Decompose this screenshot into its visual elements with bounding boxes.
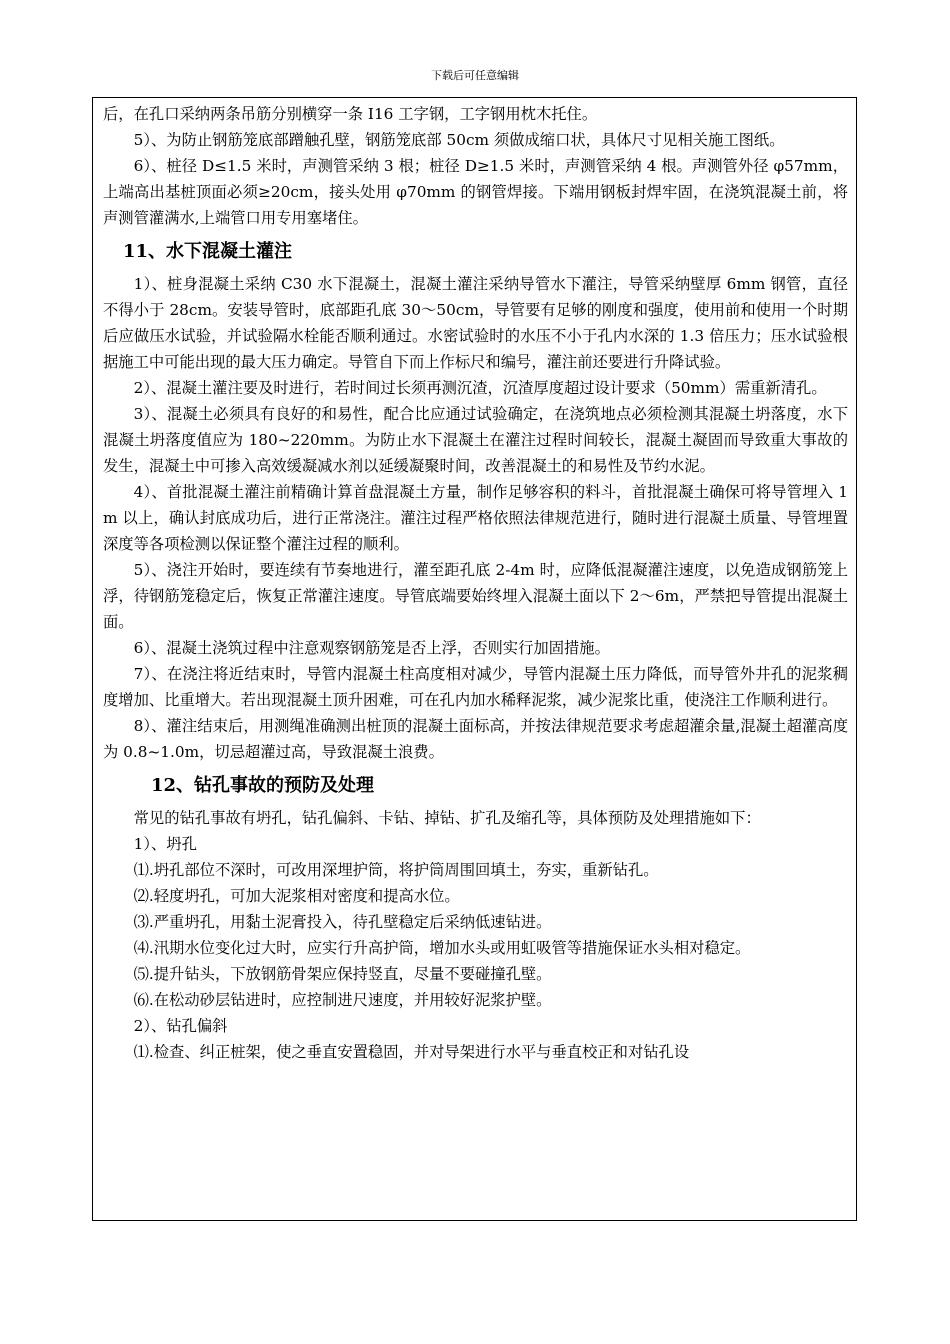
paragraph: ⑷.汛期水位变化过大时，应实行升高护筒，增加水头或用虹吸管等措施保证水头相对稳定。 [133,939,751,957]
paragraph: 2）、钻孔偏斜 [133,1017,228,1035]
section-heading: 12、钻孔事故的预防及处理 [151,775,375,796]
paragraph: 8）、灌注结束后，用测绳准确测出桩顶的混凝土面标高，并按法律规范要求考虑超灌余量,混凝土超灌高度为 0.8~1.0m，切忌超灌过高，导致混凝土浪费。 [103,717,848,761]
paragraph: 4）、首批混凝土灌注前精确计算首盘混凝土方量，制作足够容积的料斗，首批混凝土确保可将导管埋入 1m 以上，确认封底成功后，进行正常浇注。灌注过程严格依照法律规范进行，随时进行混凝土质量、导管埋置深度等各项检测以保证整个灌注过程的顺利。 [103,483,848,553]
paragraph: ⑵.轻度坍孔，可加大泥浆相对密度和提高水位。 [133,887,460,905]
paragraph: 常见的钻孔事故有坍孔，钻孔偏斜、卡钻、掉钻、扩孔及缩孔等，具体预防及处理措施如下： [133,809,761,827]
document-frame [92,97,857,1221]
paragraph: 1）、桩身混凝土采纳 C30 水下混凝土，混凝土灌注采纳导管水下灌注，导管采纳壁厚 6mm 钢管，直径不得小于 28cm。安装导管时，底部距孔底 30～50cm，导管要有足够的刚度和强度，使用前和使用一个时期后应做压水试验，并试验隔水栓能否顺利通过。水密试验时的水压不小于孔内水深的 1.3 倍压力；压水试验根据施工中可能出现的最大压力确定。导管自下而上作标尺和编号，灌注前还要进行升降试验。 [103,275,848,371]
paragraph: 2）、混凝土灌注要及时进行，若时间过长须再测沉渣，沉渣厚度超过设计要求（50mm）需重新清孔。 [133,379,827,397]
paragraph: 6）、桩径 D≤1.5 米时，声测管采纳 3 根；桩径 D≥1.5 米时，声测管采纳 4 根。声测管外径 φ57mm，上端高出基桩顶面必须≥20cm，接头处用 φ70mm 的钢管焊接。下端用钢板封焊牢固，在浇筑混凝土前，将声测管灌满水,上端管口用专用塞堵住。 [103,157,848,227]
paragraph: 5）、浇注开始时，要连续有节奏地进行，灌至距孔底 2-4m 时，应降低混凝灌注速度，以免造成钢筋笼上浮，待钢筋笼稳定后，恢复正常灌注速度。导管底端要始终埋入混凝土面以下 2～6m，严禁把导管提出混凝土面。 [103,561,848,631]
page-header: 下载后可任意编辑 [431,69,519,82]
paragraph: 6）、混凝土浇筑过程中注意观察钢筋笼是否上浮，否则实行加固措施。 [133,639,610,657]
paragraph: ⑴.检查、纠正桩架，使之垂直安置稳固，并对导架进行水平与垂直校正和对钻孔设 [133,1043,690,1061]
paragraph: 1）、坍孔 [133,835,197,853]
paragraph: 7）、在浇注将近结束时，导管内混凝土柱高度相对减少，导管内混凝土压力降低，而导管外井孔的泥浆稠度增加、比重增大。若出现混凝土顶升困难，可在孔内加水稀释泥浆，减少泥浆比重，使浇注工作顺利进行。 [103,665,848,709]
section-heading: 11、水下混凝土灌注 [123,241,293,262]
paragraph: ⑴.坍孔部位不深时，可改用深埋护筒，将护筒周围回填土，夯实，重新钻孔。 [133,861,659,879]
paragraph: 5）、为防止钢筋笼底部蹭触孔壁，钢筋笼底部 50cm 须做成缩口状，具体尺寸见相关施工图纸。 [133,131,785,149]
document-body [103,101,848,1065]
paragraph: ⑸.提升钻头，下放钢筋骨架应保持竖直，尽量不要碰撞孔壁。 [133,965,552,983]
paragraph: ⑹.在松动砂层钻进时，应控制进尺速度，并用较好泥浆护壁。 [133,991,552,1009]
paragraph: ⑶.严重坍孔，用黏土泥膏投入，待孔壁稳定后采纳低速钻进。 [133,913,552,931]
paragraph: 3）、混凝土必须具有良好的和易性，配合比应通过试验确定，在浇筑地点必须检测其混凝土坍落度，水下混凝土坍落度值应为 180~220mm。为防止水下混凝土在灌注过程时间较长，混凝土凝固而导致重大事故的发生，混凝土中可掺入高效缓凝减水剂以延缓凝聚时间，改善混凝土的和易性及节约水泥。 [103,405,848,475]
paragraph: 后，在孔口采纳两条吊筋分别横穿一条 I16 工字钢，工字钢用枕木托住。 [103,105,598,123]
